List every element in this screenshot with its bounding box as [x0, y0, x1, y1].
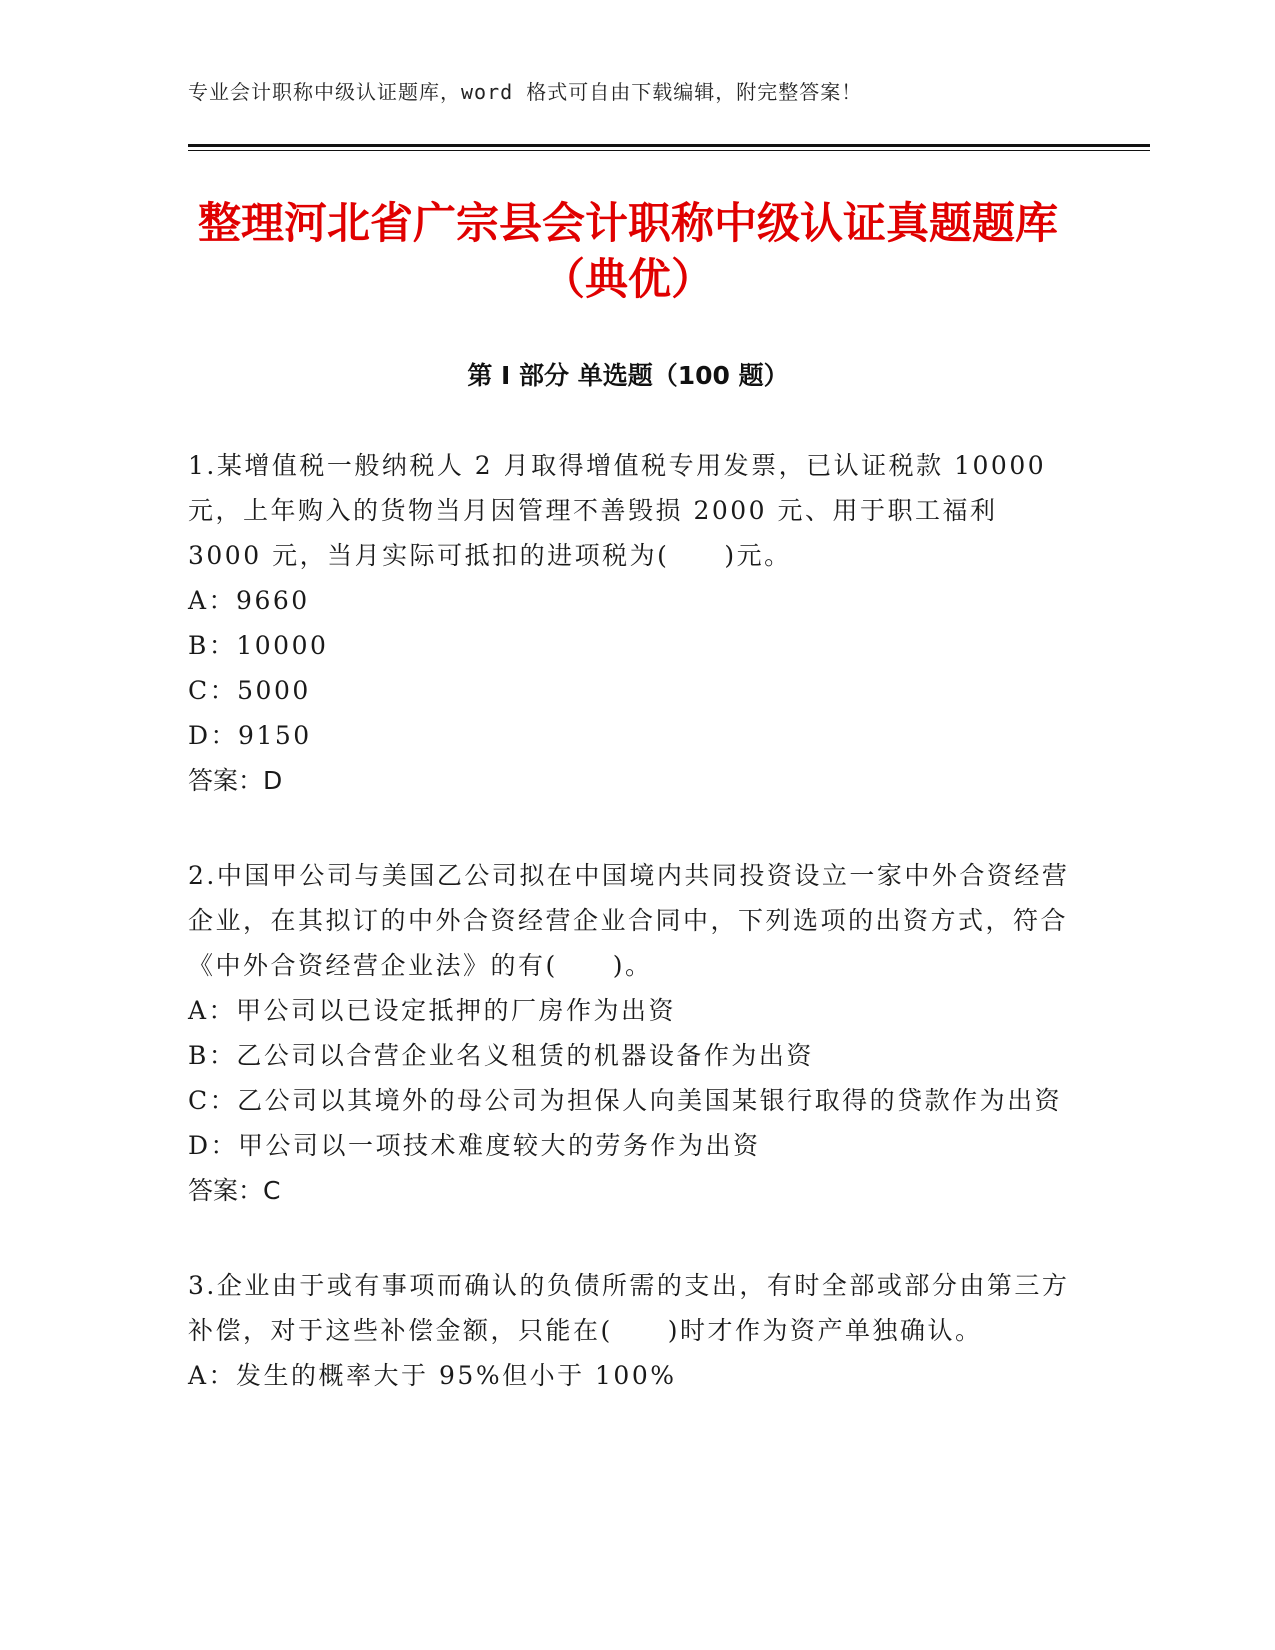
- question-2: [188, 853, 1070, 1213]
- option-b: B：10000: [188, 631, 329, 660]
- answer: 答案：C: [188, 1176, 281, 1205]
- answer: 答案：D: [188, 766, 283, 795]
- option-b: B：乙公司以合营企业名义租赁的机器设备作为出资: [188, 1041, 814, 1070]
- header-rule-thin: [188, 150, 1150, 151]
- section-title: 第 I 部分 单选题（100 题）: [467, 361, 789, 390]
- option-c: C：乙公司以其境外的母公司为担保人向美国某银行取得的贷款作为出资: [188, 1086, 1063, 1115]
- header-note: 专业会计职称中级认证题库，word 格式可自由下载编辑，附完整答案！: [188, 80, 863, 104]
- question-stem: 1.某增值税一般纳税人 2 月取得增值税专用发票，已认证税款 10000 元，上年购入的货物当月因管理不善毁损 2000 元、用于职工福利 3000 元，当月实际可抵扣的进项税为( )元。: [188, 451, 1047, 570]
- option-a: A：甲公司以已设定抵押的厂房作为出资: [188, 996, 677, 1025]
- question-1: [188, 443, 1070, 803]
- option-d: D：9150: [188, 721, 312, 750]
- question-3: [188, 1263, 1070, 1398]
- option-c: C：5000: [188, 676, 311, 705]
- option-a: A：9660: [188, 586, 310, 615]
- question-stem: 2.中国甲公司与美国乙公司拟在中国境内共同投资设立一家中外合资经营企业，在其拟订的中外合资经营企业合同中，下列选项的出资方式，符合《中外合资经营企业法》的有( )。: [188, 861, 1070, 980]
- option-d: D：甲公司以一项技术难度较大的劳务作为出资: [188, 1131, 761, 1160]
- header-rule-thick: [188, 144, 1150, 147]
- question-list: [188, 443, 1070, 1448]
- question-stem: 3.企业由于或有事项而确认的负债所需的支出，有时全部或部分由第三方补偿，对于这些补偿金额，只能在( )时才作为资产单独确认。: [188, 1271, 1070, 1345]
- document-title: 整理河北省广宗县会计职称中级认证真题题库（典优）: [198, 199, 1058, 305]
- option-a: A：发生的概率大于 95%但小于 100%: [188, 1361, 677, 1390]
